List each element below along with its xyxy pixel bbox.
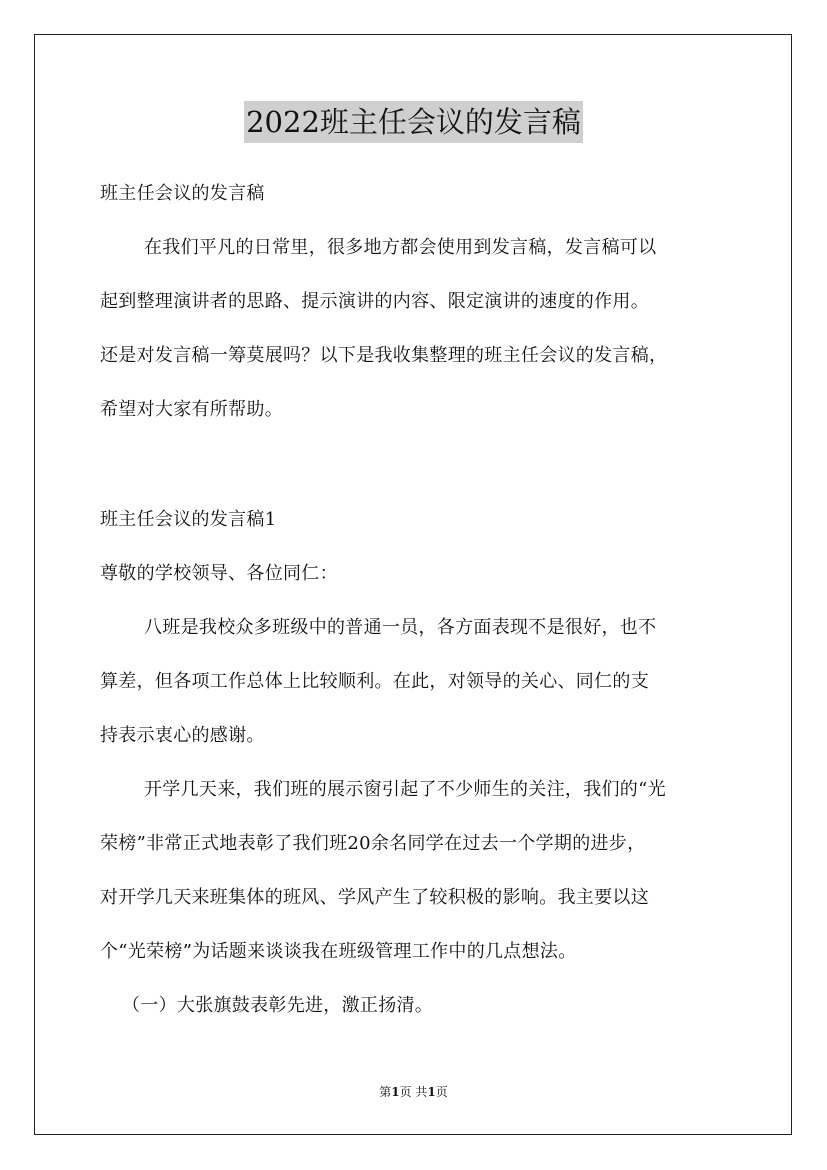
subheading: （一）大张旗鼓表彰先进，激正扬清。 — [122, 995, 434, 1016]
document-title: 2022班主任会议的发言稿 — [244, 101, 583, 143]
salutation: 尊敬的学校领导、各位同仁： — [100, 563, 338, 584]
title-wrap — [0, 101, 827, 143]
paragraph-line: 还是对发言稿一筹莫展吗？以下是我收集整理的班主任会议的发言稿， — [100, 345, 668, 366]
paragraph-line: 起到整理演讲者的思路、提示演讲的内容、限定演讲的速度的作用。 — [100, 291, 649, 312]
section-heading: 班主任会议的发言稿 — [100, 183, 265, 204]
section-heading: 班主任会议的发言稿1 — [100, 509, 277, 530]
page-footer — [0, 1084, 827, 1100]
paragraph-line: 荣榜”非常正式地表彰了我们班20余名同学在过去一个学期的进步， — [100, 833, 646, 854]
paragraph-line: 对开学几天来班集体的班风、学风产生了较积极的影响。我主要以这 — [100, 887, 649, 908]
footer-page-total: 1 — [427, 1085, 436, 1099]
paragraph-line: 个“光荣榜”为话题来谈谈我在班级管理工作中的几点想法。 — [100, 941, 577, 962]
footer-prefix: 第 — [379, 1085, 392, 1099]
paragraph-line: 开学几天来，我们班的展示窗引起了不少师生的关注，我们的“光 — [144, 779, 666, 800]
paragraph-line: 在我们平凡的日常里，很多地方都会使用到发言稿，发言稿可以 — [144, 237, 657, 258]
footer-mid: 页 共 — [399, 1085, 428, 1099]
paragraph-line: 八班是我校众多班级中的普通一员，各方面表现不是很好，也不 — [144, 617, 657, 638]
paragraph-line: 希望对大家有所帮助。 — [100, 399, 283, 420]
footer-page-current: 1 — [391, 1085, 400, 1099]
paragraph-line: 持表示衷心的感谢。 — [100, 725, 265, 746]
paragraph-line: 算差，但各项工作总体上比较顺利。在此，对领导的关心、同仁的支 — [100, 671, 649, 692]
footer-suffix: 页 — [435, 1085, 448, 1099]
